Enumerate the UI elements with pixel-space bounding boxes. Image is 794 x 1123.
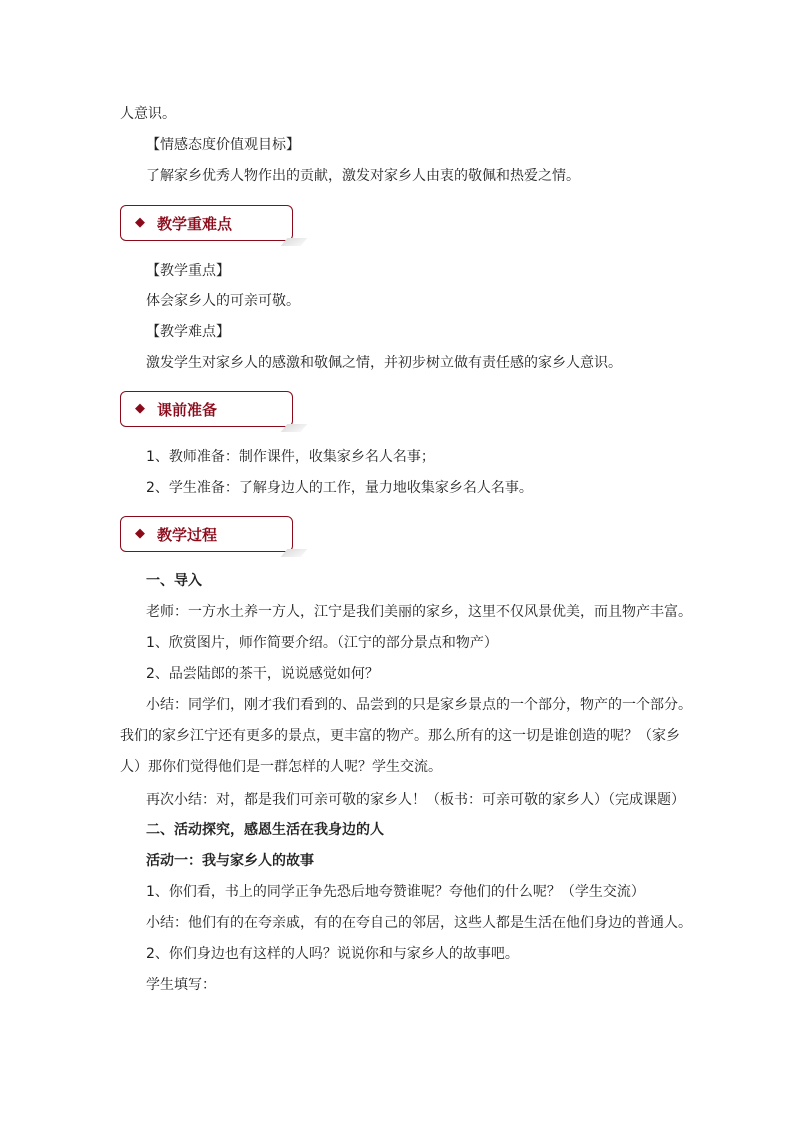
key-heading: 【教学重点】: [146, 263, 230, 279]
process-paragraph: 我们的家乡江宁还有更多的景点，更丰富的物产。那么所有的这一切是谁创造的呢？（家乡: [120, 728, 680, 744]
process-paragraph: 再次小结：对，都是我们可亲可敬的家乡人！（板书：可亲可敬的家乡人）（完成课题）: [146, 792, 685, 808]
intro-tail-text: 人意识。: [120, 106, 176, 122]
process-paragraph: 2、品尝陆郎的茶干，说说感觉如何？: [146, 666, 379, 682]
process-paragraph: 小结：同学们，刚才我们看到的、品尝到的只是家乡景点的一个部分，物产的一个部分。: [146, 697, 692, 713]
process-paragraph: 小结：他们有的在夸亲戚，有的在夸自己的邻居，这些人都是生活在他们身边的普通人。: [146, 915, 692, 931]
process-paragraph: 2、你们身边也有这样的人吗？说说你和与家乡人的故事吧。: [146, 946, 519, 962]
prep-item-2: 2、学生准备：了解身边人的工作，量力地收集家乡名人名事。: [146, 480, 533, 496]
process-paragraph: 1、欣赏图片，师作简要介绍。（江宁的部分景点和物产）: [146, 635, 498, 651]
section-title: 课前准备: [157, 401, 218, 419]
section-banner-key-points: [120, 205, 293, 241]
section-banner-process: [120, 516, 293, 552]
process-paragraph: 老师：一方水土养一方人，江宁是我们美丽的家乡，这里不仅风景优美，而且物产丰富。: [146, 604, 692, 620]
emotion-goal-text: 了解家乡优秀人物作出的贡献，激发对家乡人由衷的敬佩和热爱之情。: [146, 168, 580, 184]
process-heading-2: 二、活动探究，感恩生活在我身边的人: [146, 822, 384, 838]
process-heading-1: 一、导入: [146, 573, 202, 589]
banner-shadow: [281, 424, 308, 432]
diamond-icon: ◆: [135, 401, 145, 416]
process-paragraph: 学生填写：: [146, 977, 216, 993]
emotion-goal-heading: 【情感态度价值观目标】: [146, 137, 300, 153]
process-paragraph: 1、你们看，书上的同学正争先恐后地夸赞谁呢？夸他们的什么呢？（学生交流）: [146, 884, 645, 900]
section-banner-preparation: [120, 391, 293, 427]
difficulty-text: 激发学生对家乡人的感激和敬佩之情，并初步树立做有责任感的家乡人意识。: [146, 355, 622, 371]
diamond-icon: ◆: [135, 215, 145, 230]
section-title: 教学过程: [157, 526, 218, 544]
prep-item-1: 1、教师准备：制作课件，收集家乡名人名事；: [146, 449, 435, 465]
banner-shadow: [281, 549, 308, 557]
diamond-icon: ◆: [135, 526, 145, 541]
section-title: 教学重难点: [157, 215, 233, 233]
banner-shadow: [281, 238, 308, 246]
activity-heading: 活动一：我与家乡人的故事: [146, 853, 314, 869]
key-text: 体会家乡人的可亲可敬。: [146, 293, 300, 309]
difficulty-heading: 【教学难点】: [146, 324, 230, 340]
process-paragraph: 人）那你们觉得他们是一群怎样的人呢？学生交流。: [120, 759, 442, 775]
